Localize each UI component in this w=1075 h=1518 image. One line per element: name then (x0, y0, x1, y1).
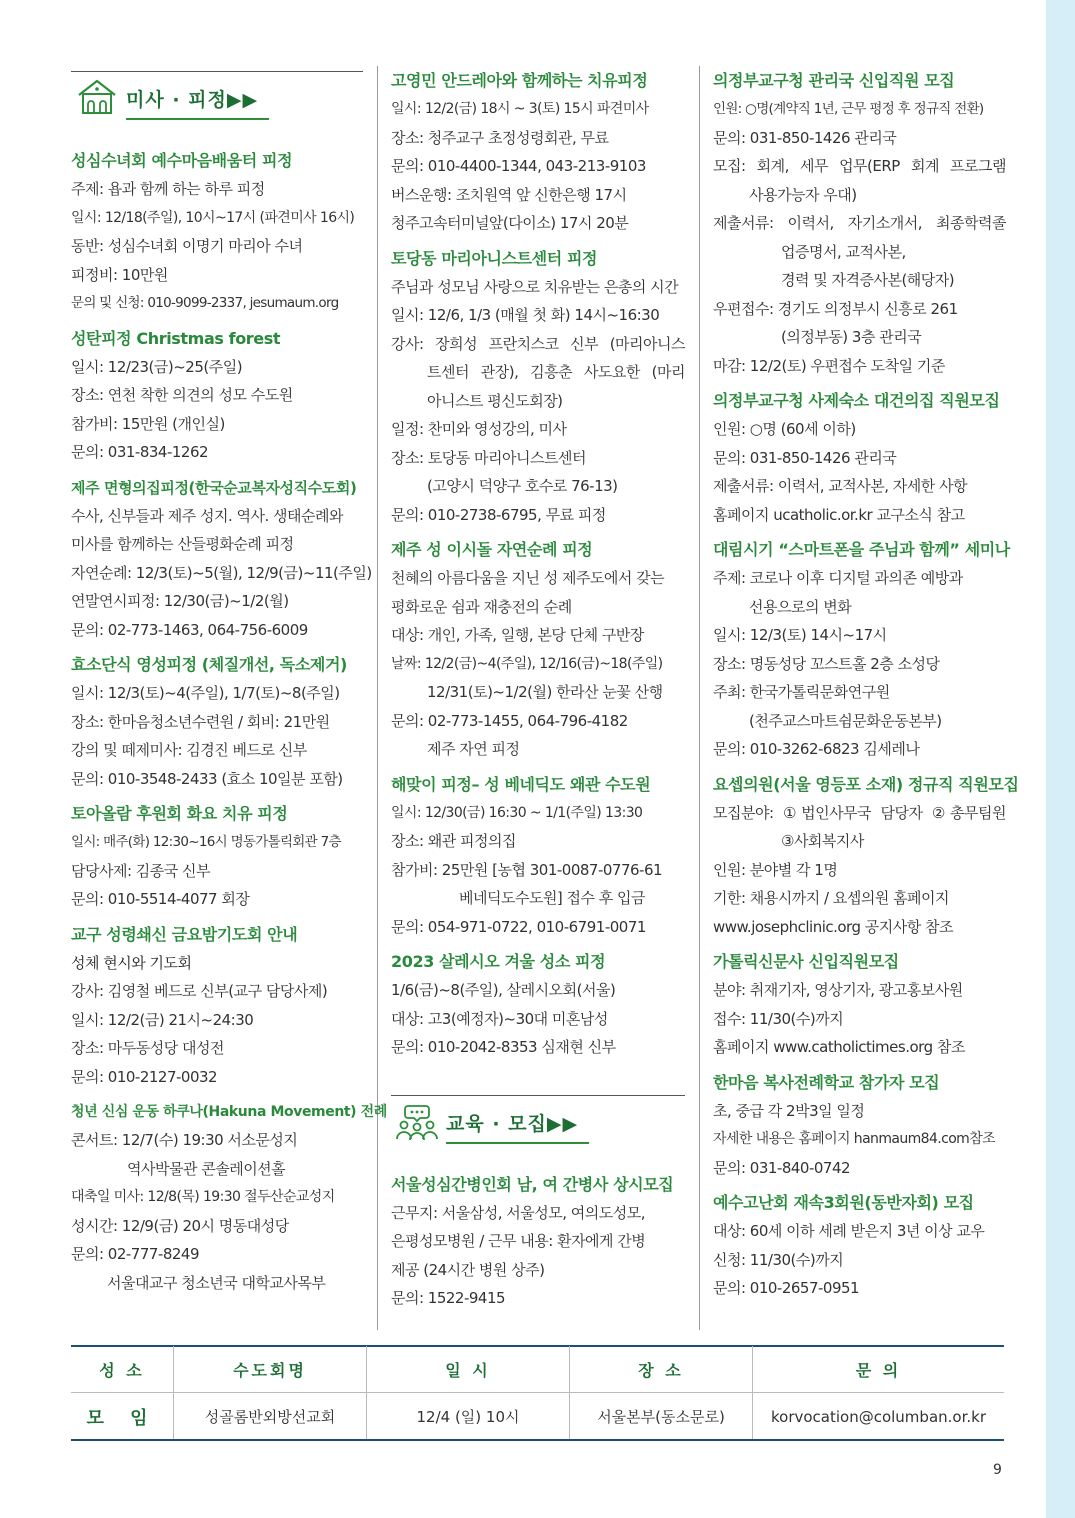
notice-line: 일시: 12/6, 1/3 (매월 첫 화) 14시~16:30 (391, 306, 660, 324)
notice-block (71, 651, 363, 793)
notice-line: 모집분야: ①법인사무국 담당자 ②총무팀원 (713, 803, 1006, 822)
notice-line: 주제: 코로나 이후 디지털 과의존 예방과 (713, 569, 963, 587)
notice-line: 사용가능자 우대) (749, 185, 857, 204)
notice-block (713, 387, 1006, 529)
category-title: 미사 · 피정▶▶ (126, 89, 259, 111)
column-1 (71, 60, 387, 1297)
notice-line: 참가비: 15만원 (개인실) (71, 414, 225, 433)
notice-line: 문의: 1522-9415 (391, 1289, 506, 1307)
notice-line: 일시: 12/3(토) 14시~17시 (713, 626, 887, 644)
notice-line: 장소: 연천 착한 의견의 성모 수도원 (71, 386, 293, 404)
notice-title: 의정부교구청 사제숙소 대건의집 직원모집 (713, 391, 1000, 410)
cell-contact: korvocation@columban.or.kr (753, 1393, 1005, 1441)
category-top-rule (391, 1095, 685, 1096)
notice-line: 강사: 장희성 프란치스코 신부 (마리아니스 (391, 334, 685, 353)
cell-place: 서울본부(동소문로) (570, 1393, 753, 1441)
notice-line: 장소: 청주교구 초정성령회관, 무료 (391, 128, 609, 147)
notice-line: 베네딕도수도원] 접수 후 입금 (459, 889, 646, 907)
notice-line: 피정비: 10만원 (71, 265, 168, 284)
notice-title: 가톨릭신문사 신입직원모집 (713, 952, 899, 971)
notice-line: 문의: 054-971-0722, 010-6791-0071 (391, 917, 646, 936)
notice-line: (천주교스마트쉼문화운동본부) (749, 711, 942, 730)
notice-block (391, 245, 685, 530)
notice-line: 역사박물관 콘솔레이션홀 (127, 1159, 286, 1178)
notice-line: 12/31(토)~1/2(월) 한라산 눈꽃 산행 (427, 683, 663, 701)
notice-line: 버스운행: 조치원역 앞 신한은행 17시 (391, 185, 627, 204)
notice-line: 대상: 개인, 가족, 일행, 본당 단체 구반장 (391, 626, 644, 644)
notice-title: 효소단식 영성피정 (체질개선, 독소제거) (71, 655, 347, 674)
column-3 (713, 60, 1019, 1303)
notice-line: 분야: 취재기자, 영상기자, 광고홍보사원 (713, 981, 963, 999)
notice-block (391, 771, 685, 942)
notice-line: 접수: 11/30(수)까지 (713, 1009, 844, 1028)
notice-title: 해맞이 피정– 성 베네딕도 왜관 수도원 (391, 774, 651, 794)
notice-line: (고양시 덕양구 호수로 76-13) (427, 477, 618, 495)
notice-line: 콘서트: 12/7(수) 19:30 서소문성지 (71, 1131, 298, 1149)
vocation-meeting-table (71, 1346, 1004, 1441)
notice-line: 동반: 성심수녀회 이명기 마리아 수녀 (71, 237, 303, 255)
header-place: 장 소 (570, 1346, 753, 1393)
notice-line: 문의: 031-840-0742 (713, 1158, 851, 1177)
notice-title: 예수고난회 재속3회원(동반자회) 모집 (713, 1193, 974, 1212)
side-color-strip (1046, 0, 1075, 1518)
people-group-icon (395, 1101, 439, 1141)
notice-line: 문의: 02-777-8249 (71, 1245, 200, 1263)
notice-block (71, 921, 363, 1092)
notice-title: 대림시기 “스마트폰을 주님과 함께” 세미나 (713, 540, 1010, 559)
notice-line: 문의: 010-5514-4077 회장 (71, 890, 250, 908)
col3-sections (713, 67, 1019, 1303)
notice-line: 주제: 욥과 함께 하는 하루 피정 (71, 180, 265, 198)
notice-block (391, 536, 685, 764)
notice-block (71, 800, 363, 914)
category-top-rule (71, 71, 363, 72)
notice-block (391, 1171, 685, 1313)
notice-line: 장소: 한마음청소년수련원 / 회비: 21만원 (71, 712, 330, 731)
table-row (71, 1393, 1004, 1441)
notice-line: 자세한 내용은 홈페이지 hanmaum84.com참조 (713, 1131, 996, 1147)
notice-line: 청주고속터미널앞(다이소) 17시 20분 (391, 214, 629, 232)
notice-line: 근무지: 서울삼성, 서울성모, 여의도성모, (391, 1203, 646, 1222)
notice-title: 토아올람 후원회 화요 치유 피정 (71, 804, 288, 823)
notice-line: ③사회복지사 (781, 832, 864, 850)
category-header-education (391, 1084, 685, 1144)
notice-line: 문의 및 신청: 010-9099-2337, jesumaum.org (71, 295, 339, 311)
notice-line: 성시간: 12/9(금) 20시 명동대성당 (71, 1216, 289, 1235)
notice-line: 수사, 신부들과 제주 성지. 역사. 생태순례와 (71, 506, 343, 525)
notice-line: 제출서류: 이력서, 교적사본, 자세한 사항 (713, 477, 968, 495)
category-header-retreat (71, 60, 363, 120)
notice-line: 대상: 고3(예정자)~30대 미혼남성 (391, 1009, 608, 1028)
notice-line: 초, 중급 각 2박3일 일정 (713, 1101, 865, 1120)
notice-line: 경력 및 자격증사본(해당자) (781, 271, 955, 289)
notice-line: 서울대교구 청소년국 대학교사목부 (107, 1273, 326, 1292)
notice-line: 주님과 성모님 사랑으로 치유받는 은총의 시간 (391, 277, 679, 296)
notice-line: 아니스트 평신도회장) (427, 391, 563, 410)
notice-line: 일시: 매주(화) 12:30~16시 명동가톨릭회관 7층 (71, 834, 341, 850)
header-datetime: 일 시 (367, 1346, 570, 1393)
notice-line: 일시: 12/3(토)~4(주일), 1/7(토)~8(주일) (71, 684, 340, 702)
notice-line: 담당사제: 김종국 신부 (71, 861, 211, 880)
col2-sections-bottom (391, 1171, 685, 1313)
notice-line: 주최: 한국가톨릭문화연구원 (713, 683, 890, 701)
notice-title: 성심수녀회 예수마음배움터 피정 (71, 151, 293, 170)
notice-block (713, 948, 1006, 1062)
column-2 (391, 60, 685, 1313)
notice-line: 일시: 12/23(금)~25(주일) (71, 357, 243, 376)
notice-line: 문의: 010-3548-2433 (효소 10일분 포함) (71, 769, 343, 788)
notice-block (71, 1098, 387, 1297)
notice-line: 제주 자연 피정 (427, 740, 520, 758)
notice-line: 문의: 010-2042-8353 심재현 신부 (391, 1038, 616, 1056)
category-underline (126, 118, 269, 120)
notice-block (713, 67, 1006, 380)
column-divider-2 (699, 66, 700, 1330)
notice-line: 연말연시피정: 12/30(금)~1/2(월) (71, 592, 289, 610)
notice-title: 서울성심간병인회 남, 여 간병사 상시모집 (391, 1174, 674, 1194)
notice-line: 미사를 함께하는 산들평화순례 피정 (71, 535, 294, 553)
notice-title: 한마음 복사전례학교 참가자 모집 (713, 1072, 940, 1092)
notice-block (71, 325, 363, 467)
notice-line: 선용으로의 변화 (749, 597, 852, 616)
notice-block (713, 771, 1019, 942)
notice-line: 마감: 12/2(토) 우편접수 도착일 기준 (713, 356, 945, 375)
col2-sections-top (391, 67, 685, 1062)
table-bottom-rule (71, 1439, 1004, 1441)
notice-line: 일시: 12/18(주일), 10시~17시 (파견미사 16시) (71, 209, 355, 226)
notice-title: 토당동 마리아니스트센터 피정 (391, 248, 598, 268)
notice-line: 자연순례: 12/3(토)~5(월), 12/9(금)~11(주일) (71, 563, 372, 582)
notice-line: 인원: 분야별 각 1명 (713, 860, 838, 879)
notice-line: 제공 (24시간 병원 상주) (391, 1260, 545, 1279)
notice-line: 강사: 김영철 베드로 신부(교구 담당사제) (71, 982, 328, 1000)
notice-line: 문의: 031-850-1426 관리국 (713, 448, 897, 467)
row-label-top: 성 소 (71, 1346, 174, 1393)
notice-title: 교구 성령쇄신 금요밤기도회 안내 (71, 924, 298, 944)
notice-line: 문의: 010-3262-6823 김세레나 (713, 740, 920, 758)
notice-line: www.josephclinic.org 공지사항 참조 (713, 917, 953, 936)
page-number: 9 (993, 1462, 1002, 1478)
notice-line: 문의: 031-834-1262 (71, 443, 209, 461)
notice-title: 2023 살레시오 겨울 성소 피정 (391, 952, 606, 971)
notice-line: 평화로운 쉼과 재충전의 순례 (391, 597, 572, 616)
header-contact: 문 의 (753, 1346, 1005, 1393)
notice-line: 문의: 010-2738-6795, 무료 피정 (391, 505, 606, 524)
notice-block (71, 474, 372, 645)
notice-line: 제출서류: 이력서, 자기소개서, 최종학력졸 (713, 214, 1006, 232)
notice-line: 문의: 031-850-1426 관리국 (713, 128, 897, 147)
notice-line: (의정부동) 3층 관리국 (781, 328, 922, 346)
notice-line: 인원: ○명 (60세 이하) (713, 420, 856, 438)
cell-congregation: 성골롬반외방선교회 (174, 1393, 367, 1441)
notice-line: 문의: 02-773-1455, 064-796-4182 (391, 711, 628, 730)
notice-line: 장소: 마두동성당 대성전 (71, 1039, 224, 1057)
notice-line: 성체 현시와 기도회 (71, 953, 192, 972)
notice-title: 요셉의원(서울 영등포 소재) 정규직 직원모집 (713, 774, 1019, 794)
notice-line: 일시: 12/2(금) 18시 ~ 3(토) 15시 파견미사 (391, 101, 649, 117)
col1-sections (71, 147, 387, 1297)
column-divider-1 (377, 66, 378, 1330)
notice-block (391, 67, 685, 238)
notice-line: 대상: 60세 이하 세례 받은지 3년 이상 교우 (713, 1222, 985, 1240)
notice-line: 문의: 02-773-1463, 064-756-6009 (71, 620, 308, 639)
notice-line: 대축일 미사: 12/8(목) 19:30 절두산순교성지 (71, 1189, 335, 1205)
notice-line: 신청: 11/30(수)까지 (713, 1250, 844, 1269)
notice-title: 의정부교구청 관리국 신입직원 모집 (713, 71, 955, 90)
notice-line: 문의: 010-2127-0032 (71, 1067, 218, 1086)
notice-block (71, 147, 363, 318)
notice-line: 강의 및 떼제미사: 김경진 베드로 신부 (71, 741, 307, 759)
notice-block (713, 1189, 1006, 1303)
notice-line: 날짜: 12/2(금)~4(주일), 12/16(금)~18(주일) (391, 655, 663, 672)
house-icon (75, 77, 119, 117)
notice-line: 문의: 010-2657-0951 (713, 1279, 860, 1297)
row-label-bottom: 모 임 (71, 1393, 174, 1441)
notice-line: 참가비: 25만원 [농협 301-0087-0776-61 (391, 860, 663, 879)
notice-line: 은평성모병원 / 근무 내용: 환자에게 간병 (391, 1232, 646, 1250)
notice-line: 홈페이지 ucatholic.or.kr 교구소식 참고 (713, 505, 965, 524)
notice-line: 장소: 왜관 피정의집 (391, 832, 517, 850)
notice-line: 기한: 채용시까지 / 요셉의원 홈페이지 (713, 889, 950, 907)
cell-datetime: 12/4 (일) 10시 (367, 1393, 570, 1441)
notice-line: 문의: 010-4400-1344, 043-213-9103 (391, 157, 646, 175)
notice-line: 장소: 토당동 마리아니스트센터 (391, 448, 586, 467)
category-underline (446, 1142, 589, 1144)
header-congregation: 수도회명 (174, 1346, 367, 1393)
notice-title: 고영민 안드레아와 함께하는 치유피정 (391, 71, 648, 90)
notice-line: 일정: 찬미와 영성강의, 미사 (391, 420, 567, 438)
notice-line: 장소: 명동성당 꼬스트홀 2층 소성당 (713, 654, 940, 673)
notice-title: 청년 신심 운동 하쿠나(Hakuna Movement) 전례 (71, 1104, 387, 1120)
notice-line: 홈페이지 www.catholictimes.org 참조 (713, 1038, 965, 1056)
notice-title: 성탄피정 Christmas forest (71, 328, 281, 348)
notice-block (713, 1069, 1006, 1183)
table-header-row (71, 1346, 1004, 1393)
notice-line: 업증명서, 교적사본, (781, 242, 906, 261)
notice-line: 천혜의 아름다움을 지닌 성 제주도에서 갖는 (391, 569, 665, 587)
notice-block (713, 536, 1010, 764)
notice-line: 일시: 12/2(금) 21시~24:30 (71, 1010, 254, 1029)
notice-line: 인원: ○명(계약직 1년, 근무 평정 후 정규직 전환) (713, 101, 984, 117)
notice-block (391, 948, 685, 1062)
category-title: 교육 · 모집▶▶ (446, 1112, 579, 1135)
notice-title: 제주 성 이시돌 자연순례 피정 (391, 540, 593, 559)
notice-line: 일시: 12/30(금) 16:30 ~ 1/1(주일) 13:30 (391, 804, 643, 821)
notice-line: 1/6(금)~8(주일), 살레시오회(서울) (391, 981, 616, 999)
notice-line: 모집: 회계, 세무 업무(ERP 회계 프로그램 (713, 157, 1006, 175)
notice-line: 우편접수: 경기도 의정부시 신흥로 261 (713, 299, 958, 318)
notice-line: 트센터 관장), 김흥춘 사도요한 (마리 (427, 363, 685, 381)
notice-title: 제주 면형의집피정(한국순교복자성직수도회) (71, 478, 357, 497)
